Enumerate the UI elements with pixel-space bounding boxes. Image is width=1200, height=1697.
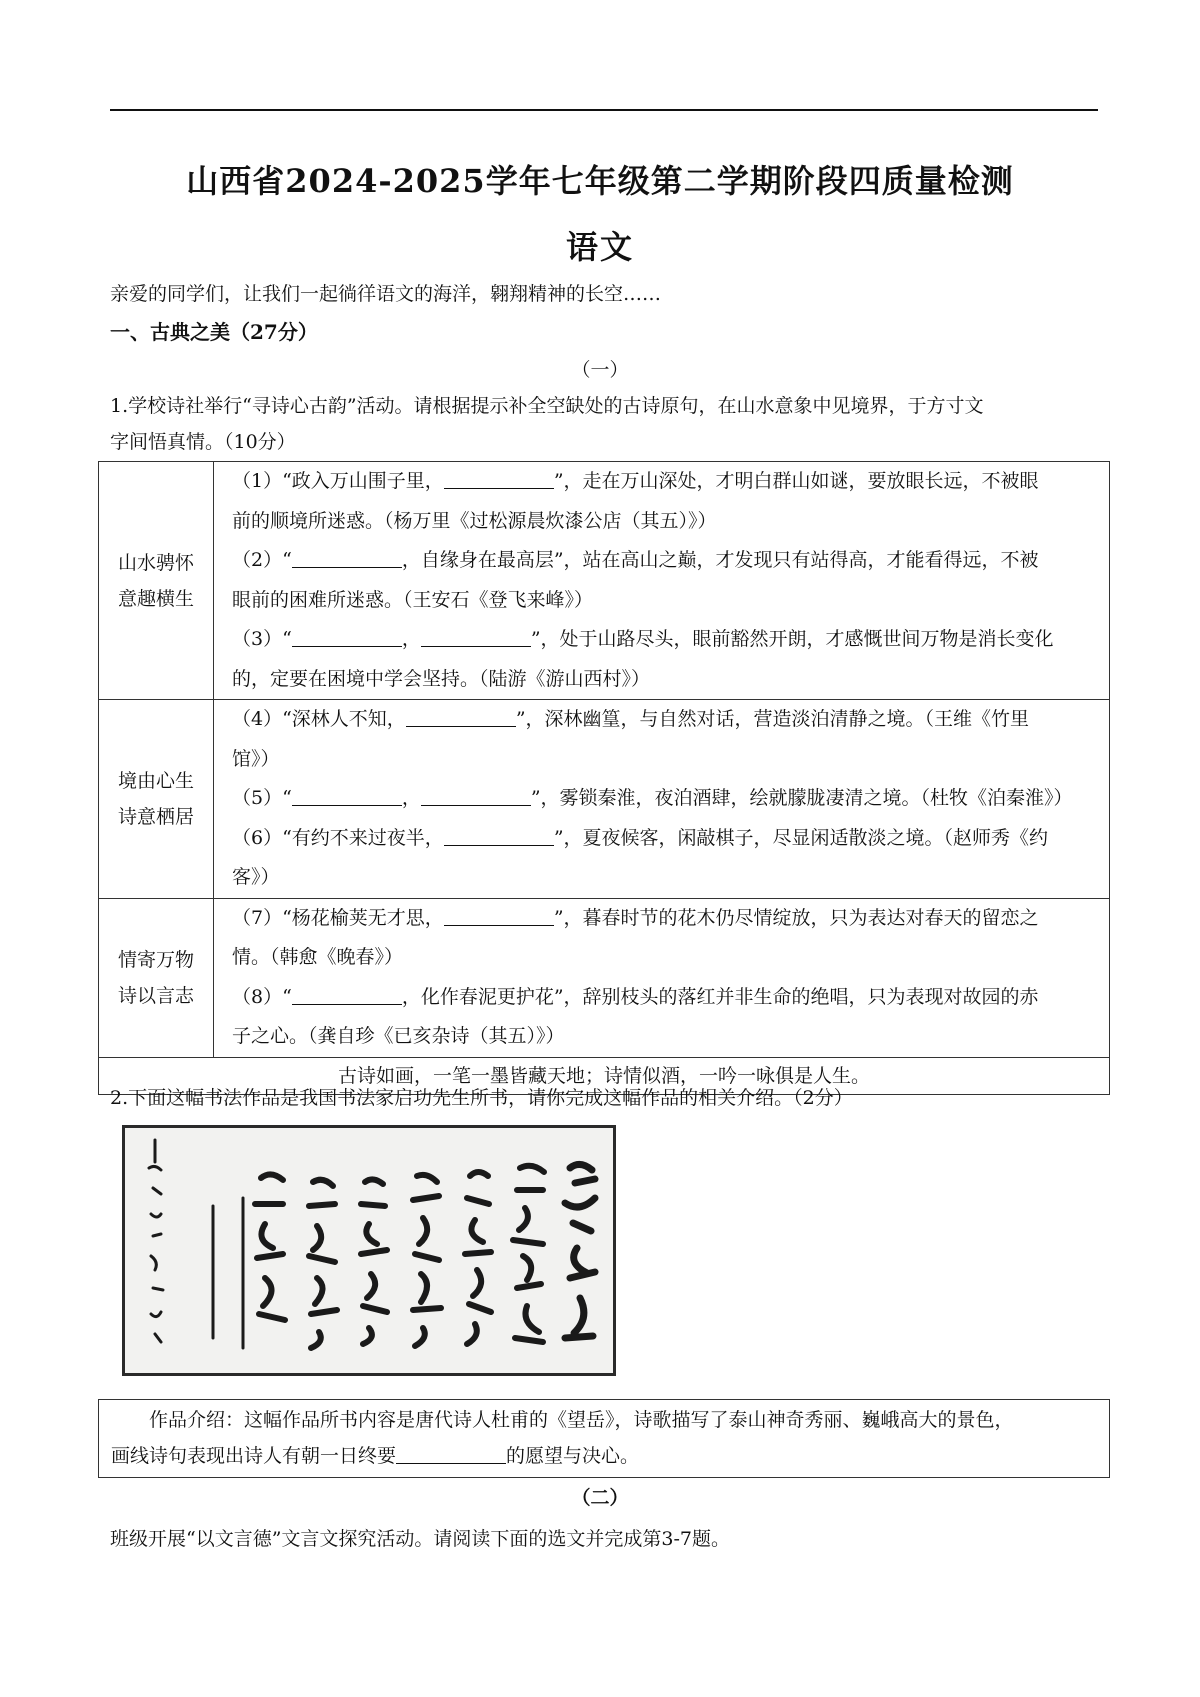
poem-item-2: （2）“ ，自缘身在最高层”，站在高山之巅，才发现只有站得高，才能看得远，不被 (232, 549, 1039, 571)
poem-item-2-cont: 眼前的困难所迷惑。（王安石《登飞来峰》） (232, 588, 594, 611)
group-content (214, 898, 1110, 1057)
answer-blank[interactable] (406, 708, 516, 727)
group-label-line: 情寄万物 (117, 948, 194, 971)
poem-item-3-cont: 的，定要在困境中学会坚持。（陆游《游山西村》） (232, 667, 651, 690)
answer-blank[interactable] (444, 827, 554, 846)
artwork-intro-box (98, 1399, 1110, 1478)
answer-blank[interactable] (292, 549, 402, 568)
table-row (99, 898, 1110, 1057)
group-label (99, 700, 214, 899)
group-label-line: 诗意栖居 (117, 805, 194, 828)
poem-item-8-cont: 子之心。（龚自珍《已亥杂诗（其五）》） (232, 1025, 565, 1047)
answer-blank[interactable] (444, 907, 554, 926)
table-row (99, 700, 1110, 899)
artwork-intro-line-2: 画线诗句表现出诗人有朝一日终要 的愿望与决心。 (111, 1445, 640, 1467)
poem-item-6: （6）“有约不来过夜半， ”，夏夜候客，闲敲棋子，尽显闲适散淡之境。（赵师秀《约 (232, 826, 1049, 849)
answer-blank[interactable] (292, 628, 402, 647)
poem-item-3: （3）“ ， ”，处于山路尽头，眼前豁然开朗，才感慨世间万物是消长变化 (232, 628, 1054, 650)
part-two-label: （二） (571, 1487, 629, 1509)
poem-item-7: （7）“杨花榆荚无才思， ”，暮春时节的花木仍尽情绽放，只为表达对春天的留恋之 (232, 906, 1039, 929)
poem-fill-table (98, 461, 1110, 1095)
answer-blank[interactable] (292, 787, 402, 806)
group-label (99, 898, 214, 1057)
poem-item-5: （5）“ ， ”，雾锁秦淮，夜泊酒肆，绘就朦胧凄清之境。（杜牧《泊秦淮》） (232, 787, 1073, 809)
table-summary: 古诗如画，一笔一墨皆藏天地；诗情似酒，一吟一咏俱是人生。 (99, 1057, 1110, 1094)
table-row (99, 462, 1110, 700)
answer-blank[interactable] (396, 1445, 506, 1464)
answer-blank[interactable] (421, 787, 531, 806)
poem-item-1-cont: 前的顺境所迷惑。（杨万里《过松源晨炊漆公店（其五）》） (232, 509, 717, 532)
answer-blank[interactable] (292, 986, 402, 1005)
question-2-text: 2.下面这幅书法作品是我国书法家启功先生所书，请你完成这幅作品的相关介绍。（2分） (110, 1087, 853, 1109)
poem-item-4-cont: 馆》） (232, 747, 280, 770)
question-1-line-1: 1.学校诗社举行“寻诗心古韵”活动。请根据提示补全空缺处的古诗原句，在山水意象中见境界，于方寸文 (110, 395, 984, 417)
exam-subject: 语文 (565, 228, 634, 266)
question-1-line-2: 字间悟真情。（10分） (110, 431, 296, 453)
artwork-intro-line-1: 作品介绍：这幅作品所书内容是唐代诗人杜甫的《望岳》，诗歌描写了泰山神奇秀丽、巍峨高大的景色， (149, 1409, 1014, 1431)
intro-text: 亲爱的同学们，让我们一起徜徉语文的海洋，翱翔精神的长空…… (110, 283, 662, 305)
group-label-line: 山水骋怀 (117, 551, 194, 574)
section-heading: 一、古典之美（27分） (110, 320, 318, 344)
poem-item-1: （1）“政入万山围子里， ”，走在万山深处，才明白群山如谜，要放眼长远，不被眼 (232, 470, 1039, 492)
poem-item-6-cont: 客》） (232, 866, 280, 888)
exam-title: 山西省2024-2025学年七年级第二学期阶段四质量检测 (186, 162, 1014, 200)
poem-item-7-cont: 情。（韩愈《晚春》） (232, 946, 404, 968)
group-label-line: 诗以言志 (117, 984, 194, 1007)
group-label-line: 境由心生 (117, 769, 194, 792)
group-content (214, 700, 1110, 899)
group-content (214, 462, 1110, 700)
question-3-intro: 班级开展“以文言德”文言文探究活动。请阅读下面的选文并完成第3-7题。 (110, 1528, 731, 1550)
calligraphy-image (125, 1128, 613, 1373)
answer-blank[interactable] (444, 470, 554, 489)
poem-item-4: （4）“深林人不知， ”，深林幽篁，与自然对话，营造淡泊清静之境。（王维《竹里 (232, 708, 1030, 730)
header-rule (110, 109, 1098, 111)
answer-blank[interactable] (421, 628, 531, 647)
group-label (99, 462, 214, 700)
calligraphy-artwork (122, 1125, 616, 1376)
group-label-line: 意趣横生 (117, 587, 194, 610)
poem-item-8: （8）“ ，化作春泥更护花”，辞别枝头的落红并非生命的绝唱，只为表现对故园的赤 (232, 985, 1039, 1008)
part-one-label: （一） (571, 359, 629, 381)
